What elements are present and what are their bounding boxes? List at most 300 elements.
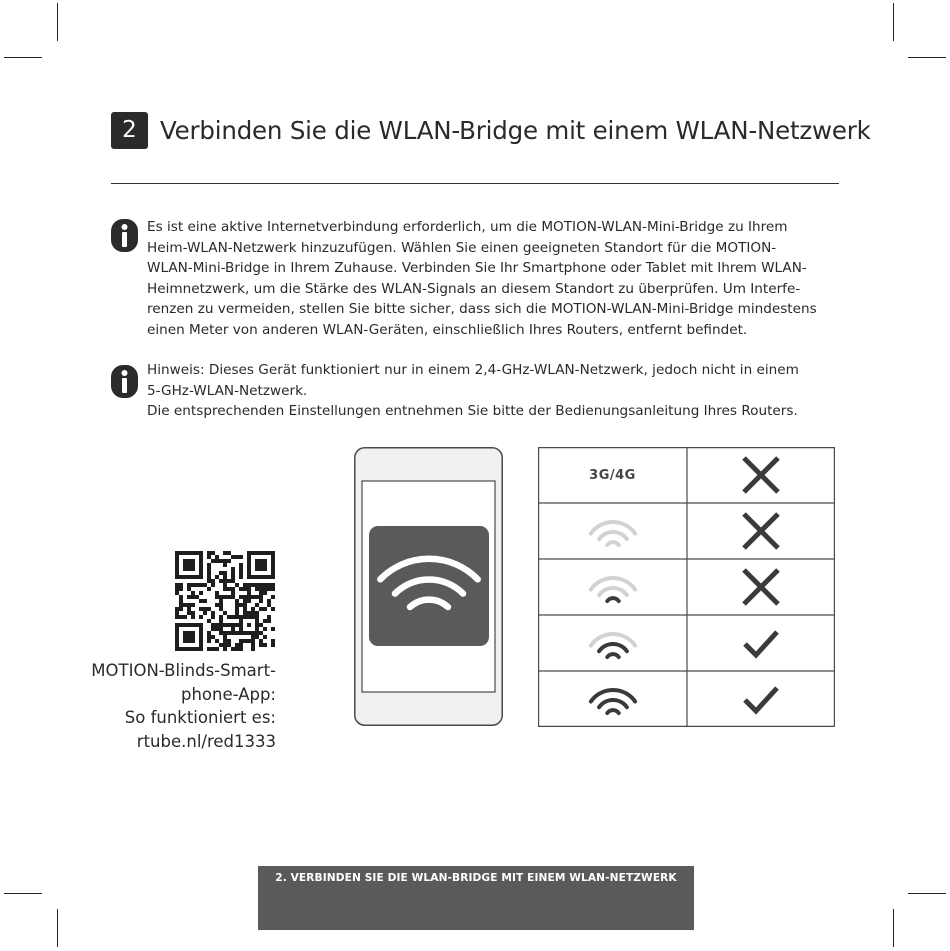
wifi-icon [581, 511, 645, 551]
qr-module [239, 615, 243, 619]
qr-module [259, 587, 263, 591]
info-paragraph-requirements [147, 217, 837, 341]
qr-module [247, 623, 251, 627]
qr-module [175, 631, 179, 635]
qr-module [267, 615, 271, 619]
qr-module [267, 551, 271, 555]
qr-module [211, 583, 215, 587]
wifi-arc [607, 654, 618, 657]
qr-module [239, 595, 243, 599]
qr-module [239, 571, 243, 575]
footer-bar [258, 866, 694, 930]
qr-module [263, 619, 267, 623]
qr-module [187, 563, 191, 567]
qr-module [271, 575, 275, 579]
qr-module [255, 619, 259, 623]
signal-cell [538, 671, 687, 727]
qr-module [255, 567, 259, 571]
qr-module [247, 583, 251, 587]
qr-module [195, 583, 199, 587]
qr-module [259, 559, 263, 563]
qr-module [235, 623, 239, 627]
qr-module [223, 623, 227, 627]
step-number-badge: 2 [111, 112, 148, 149]
qr-module [271, 563, 275, 567]
qr-module [239, 639, 243, 643]
qr-module [179, 587, 183, 591]
qr-module [271, 595, 275, 599]
qr-module [199, 631, 203, 635]
qr-module [263, 643, 267, 647]
qr-module [191, 563, 195, 567]
qr-module [267, 599, 271, 603]
paragraph-line: 5-GHz-WLAN-Netzwerk. [147, 382, 308, 399]
qr-module [207, 563, 211, 567]
result-cell [687, 503, 835, 559]
qr-module [255, 563, 259, 567]
qr-module [259, 623, 263, 627]
qr-module [227, 643, 231, 647]
qr-module [243, 587, 247, 591]
qr-module [183, 615, 187, 619]
qr-module [239, 647, 243, 651]
qr-module [227, 559, 231, 563]
qr-module [223, 563, 227, 567]
qr-module [199, 643, 203, 647]
qr-module [251, 635, 255, 639]
qr-module [187, 603, 191, 607]
checkmark-icon [741, 679, 781, 719]
qr-module [263, 591, 267, 595]
paragraph-line: Heim-WLAN-Netzwerk hinzuzufügen. Wählen Sie einen geeigneten Standort für die MOTION- [147, 239, 777, 256]
qr-module [215, 639, 219, 643]
qr-module [239, 627, 243, 631]
qr-module [243, 631, 247, 635]
paragraph-line: einen Meter von anderen WLAN-Geräten, einschließlich Ihres Routers, entfernt befindet. [147, 321, 748, 338]
qr-module [255, 635, 259, 639]
qr-module [211, 635, 215, 639]
qr-module [211, 579, 215, 583]
wifi-icon [581, 623, 645, 663]
qr-caption-line: MOTION-Blinds-Smart- [91, 661, 276, 680]
qr-module [187, 631, 191, 635]
qr-module [271, 555, 275, 559]
qr-module [215, 647, 219, 651]
qr-module [263, 567, 267, 571]
qr-module [175, 567, 179, 571]
qr-module [175, 643, 179, 647]
qr-module [267, 583, 271, 587]
qr-module [247, 571, 251, 575]
qr-module [183, 563, 187, 567]
qr-module [215, 627, 219, 631]
qr-module [215, 575, 219, 579]
qr-module [263, 627, 267, 631]
qr-module [243, 603, 247, 607]
qr-module [211, 627, 215, 631]
qr-module [207, 607, 211, 611]
qr-module [243, 599, 247, 603]
qr-module [239, 631, 243, 635]
qr-module [247, 567, 251, 571]
qr-module [183, 567, 187, 571]
signal-cell [538, 615, 687, 671]
qr-module [219, 631, 223, 635]
qr-module [235, 611, 239, 615]
crop-mark [57, 3, 58, 41]
qr-module [259, 567, 263, 571]
qr-module [259, 631, 263, 635]
crop-mark [4, 893, 42, 894]
qr-module [187, 623, 191, 627]
qr-module [255, 615, 259, 619]
qr-module [175, 635, 179, 639]
qr-module [219, 643, 223, 647]
qr-module [191, 611, 195, 615]
qr-module [207, 619, 211, 623]
qr-module [223, 583, 227, 587]
qr-module [207, 555, 211, 559]
signal-cell [538, 447, 687, 503]
qr-module [223, 571, 227, 575]
qr-module [263, 551, 267, 555]
qr-module [183, 639, 187, 643]
qr-module [199, 567, 203, 571]
qr-module [223, 579, 227, 583]
qr-module [207, 631, 211, 635]
qr-module [175, 615, 179, 619]
qr-module [235, 555, 239, 559]
qr-module [175, 623, 179, 627]
qr-module [187, 635, 191, 639]
qr-module [231, 571, 235, 575]
qr-module [259, 639, 263, 643]
qr-module [231, 647, 235, 651]
qr-module [183, 603, 187, 607]
qr-module [263, 607, 267, 611]
qr-module [251, 595, 255, 599]
qr-module [179, 595, 183, 599]
signal-cell [538, 559, 687, 615]
qr-module [267, 575, 271, 579]
qr-module [199, 555, 203, 559]
crop-mark [57, 909, 58, 947]
qr-module [199, 639, 203, 643]
qr-module [239, 555, 243, 559]
qr-module [219, 615, 223, 619]
qr-module [199, 599, 203, 603]
qr-module [235, 607, 239, 611]
paragraph-line: Heimnetzwerk, um die Stärke des WLAN-Signals an diesem Standort zu überprüfen. Um Interfe- [147, 280, 801, 297]
qr-module [195, 575, 199, 579]
qr-module [255, 623, 259, 627]
cross-icon [741, 567, 781, 607]
qr-module [175, 647, 179, 651]
qr-module [175, 607, 179, 611]
qr-module [211, 559, 215, 563]
qr-module [231, 591, 235, 595]
qr-module [203, 583, 207, 587]
qr-module [179, 575, 183, 579]
qr-module [211, 615, 215, 619]
qr-module [215, 559, 219, 563]
cross-icon [741, 511, 781, 551]
qr-module [243, 607, 247, 611]
qr-module [239, 623, 243, 627]
qr-module [255, 603, 259, 607]
result-cell [687, 559, 835, 615]
qr-module [259, 595, 263, 599]
qr-module [223, 647, 227, 651]
qr-module [271, 559, 275, 563]
qr-module [175, 639, 179, 643]
qr-module [191, 591, 195, 595]
qr-module [271, 587, 275, 591]
qr-module [211, 623, 215, 627]
qr-module [247, 555, 251, 559]
wifi-arc [607, 598, 618, 601]
qr-module [191, 595, 195, 599]
qr-module [247, 611, 251, 615]
qr-module [259, 563, 263, 567]
qr-module [187, 583, 191, 587]
qr-module [215, 595, 219, 599]
qr-module [219, 627, 223, 631]
qr-module [255, 595, 259, 599]
qr-module [243, 639, 247, 643]
qr-module [259, 599, 263, 603]
qr-module [247, 559, 251, 563]
crop-mark [893, 909, 894, 947]
qr-module [231, 615, 235, 619]
qr-module [211, 611, 215, 615]
qr-module [251, 647, 255, 651]
crop-mark [908, 57, 946, 58]
qr-module [199, 607, 203, 611]
qr-module [243, 615, 247, 619]
wifi-arc [607, 542, 618, 545]
qr-module [227, 595, 231, 599]
qr-module [231, 555, 235, 559]
qr-module [179, 603, 183, 607]
qr-module [199, 563, 203, 567]
page-title: Verbinden Sie die WLAN-Bridge mit einem WLAN-Netzwerk [160, 116, 871, 145]
qr-module [175, 571, 179, 575]
qr-module [211, 551, 215, 555]
qr-module [223, 551, 227, 555]
qr-module [271, 551, 275, 555]
qr-module [247, 615, 251, 619]
qr-module [267, 619, 271, 623]
qr-module [199, 647, 203, 651]
qr-module [175, 587, 179, 591]
signal-cell [538, 503, 687, 559]
qr-module [255, 631, 259, 635]
qr-module [235, 647, 239, 651]
qr-module [183, 559, 187, 563]
qr-module [259, 643, 263, 647]
signal-strength-table [538, 447, 835, 727]
qr-module [239, 567, 243, 571]
qr-module [271, 567, 275, 571]
qr-module [207, 647, 211, 651]
qr-module [187, 567, 191, 571]
result-cell [687, 447, 835, 503]
qr-module [199, 583, 203, 587]
title-divider [111, 183, 839, 184]
qr-module [223, 631, 227, 635]
qr-module [223, 595, 227, 599]
qr-module [187, 587, 191, 591]
qr-module [223, 559, 227, 563]
qr-module [199, 551, 203, 555]
qr-code[interactable] [175, 551, 275, 651]
qr-module [179, 607, 183, 611]
qr-module [231, 587, 235, 591]
wifi-arc [599, 700, 627, 707]
qr-module [191, 647, 195, 651]
qr-module [215, 623, 219, 627]
qr-module [187, 611, 191, 615]
qr-caption-line: So funktioniert es: [124, 708, 276, 727]
qr-caption-link[interactable]: rtube.nl/red1333 [136, 731, 276, 751]
qr-module [191, 551, 195, 555]
qr-module [219, 623, 223, 627]
qr-module [271, 583, 275, 587]
qr-module [243, 583, 247, 587]
qr-module [247, 591, 251, 595]
qr-module [199, 575, 203, 579]
qr-module [247, 587, 251, 591]
qr-module [251, 575, 255, 579]
wifi-icon [581, 679, 645, 719]
qr-module [187, 575, 191, 579]
qr-module [187, 647, 191, 651]
qr-module [199, 591, 203, 595]
qr-module [191, 639, 195, 643]
qr-module [175, 591, 179, 595]
qr-module [231, 579, 235, 583]
qr-module [191, 567, 195, 571]
paragraph-line: Es ist eine aktive Internetverbindung erforderlich, um die MOTION-WLAN-Mini-Bridge zu Ihrem [147, 219, 788, 235]
cross-icon [741, 455, 781, 495]
qr-module [247, 551, 251, 555]
qr-module [247, 595, 251, 599]
qr-module [227, 615, 231, 619]
qr-module [251, 639, 255, 643]
qr-module [263, 635, 267, 639]
qr-module [203, 599, 207, 603]
qr-module [251, 607, 255, 611]
qr-module [175, 575, 179, 579]
qr-module [215, 555, 219, 559]
qr-module [191, 575, 195, 579]
qr-module [207, 571, 211, 575]
qr-module [251, 611, 255, 615]
qr-module [183, 575, 187, 579]
paragraph-line: renzen zu vermeiden, stellen Sie bitte sicher, dass sich die MOTION-WLAN-Mini-Bridge mindestens [147, 301, 817, 318]
qr-module [175, 583, 179, 587]
qr-module [207, 575, 211, 579]
qr-module [187, 551, 191, 555]
qr-module [271, 571, 275, 575]
qr-module [227, 579, 231, 583]
qr-module [191, 631, 195, 635]
qr-module [235, 603, 239, 607]
qr-module [179, 551, 183, 555]
qr-module [235, 643, 239, 647]
qr-module [251, 615, 255, 619]
qr-module [227, 551, 231, 555]
qr-module [271, 607, 275, 611]
qr-module [251, 631, 255, 635]
qr-module [259, 583, 263, 587]
qr-module [207, 579, 211, 583]
info-paragraph-note [147, 360, 837, 422]
qr-module [223, 639, 227, 643]
qr-module [187, 639, 191, 643]
qr-module [263, 575, 267, 579]
qr-module [187, 607, 191, 611]
qr-module [235, 615, 239, 619]
qr-module [191, 583, 195, 587]
qr-module [247, 575, 251, 579]
qr-module [255, 611, 259, 615]
qr-module [211, 647, 215, 651]
qr-module [219, 559, 223, 563]
qr-module [195, 623, 199, 627]
qr-caption [91, 659, 276, 753]
qr-module [267, 603, 271, 607]
wifi-arc [599, 588, 627, 595]
qr-module [191, 635, 195, 639]
result-cell [687, 671, 835, 727]
qr-module [263, 559, 267, 563]
qr-module [219, 619, 223, 623]
info-icon [111, 365, 138, 398]
qr-module [191, 559, 195, 563]
qr-module [239, 643, 243, 647]
qr-module [179, 583, 183, 587]
crop-mark [893, 3, 894, 41]
qr-module [239, 575, 243, 579]
qr-module [219, 579, 223, 583]
qr-module [207, 635, 211, 639]
qr-module [231, 575, 235, 579]
info-icon [111, 219, 138, 252]
qr-module [247, 563, 251, 567]
qr-module [223, 587, 227, 591]
qr-caption-line: phone-App: [180, 684, 276, 704]
qr-module [259, 591, 263, 595]
qr-module [187, 595, 191, 599]
qr-module [263, 583, 267, 587]
qr-module [179, 623, 183, 627]
qr-module [219, 595, 223, 599]
qr-module [255, 575, 259, 579]
qr-module [259, 575, 263, 579]
qr-module [255, 583, 259, 587]
qr-module [199, 627, 203, 631]
qr-module [191, 603, 195, 607]
qr-module [231, 627, 235, 631]
qr-module [239, 619, 243, 623]
qr-module [231, 567, 235, 571]
qr-module [247, 631, 251, 635]
qr-module [203, 611, 207, 615]
qr-module [207, 567, 211, 571]
qr-module [183, 631, 187, 635]
